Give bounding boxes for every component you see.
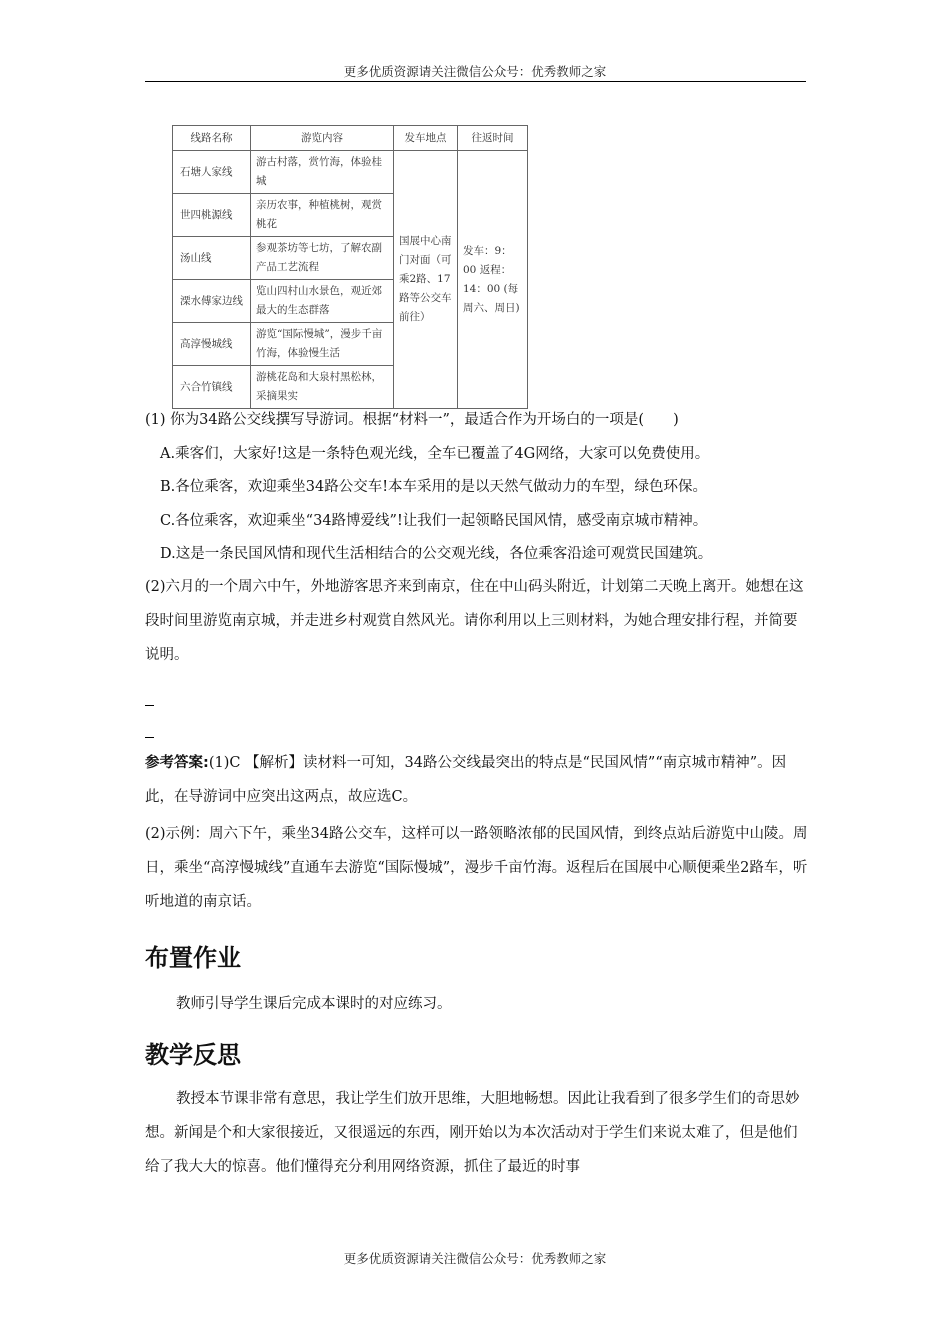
route-name: 溧水傅家边线 <box>173 280 251 323</box>
column-header: 往返时间 <box>458 126 528 151</box>
question2-text: (2)六月的一个周六中午，外地游客思齐来到南京，住在中山码头附近，计划第二天晚上离开。她想在这段时间里游览南京城，并走进乡村观赏自然风光。请你利用以上三则材料，为她合理安排行程，并简要说明。 <box>145 579 804 663</box>
option-b: B.各位乘客，欢迎乘坐34路公交车!本车采用的是以天然气做动力的车型，绿色环保。 <box>160 479 708 495</box>
answer-part1-text: (1)C 【解析】读材料一可知，34路公交线最突出的特点是“民国风情”“南京城市精神”。因此，在导游词中应突出这两点，故应选C。 <box>145 755 787 805</box>
table-header-row <box>173 126 528 151</box>
answer-part1 <box>145 746 809 814</box>
route-name: 石塘人家线 <box>173 151 251 194</box>
page-footer: 更多优质资源请关注微信公众号：优秀教师之家 <box>343 1251 607 1266</box>
option-c: C.各位乘客，欢迎乘坐“34路博爱线”!让我们一起领略民国风情，感受南京城市精神。 <box>160 513 708 529</box>
answer-part2: (2)示例：周六下午，乘坐34路公交车，这样可以一路领略浓郁的民国风情，到终点站后游览中山陵。周日，乘坐“高淳慢城线”直通车去游览“国际慢城”，漫步千亩竹海。返程后在国展中心顺便乘坐2路车，听听地道的南京话。 <box>145 826 808 910</box>
homework-heading: 布置作业 <box>145 944 241 972</box>
route-name: 世四桃源线 <box>173 194 251 237</box>
table-row <box>173 151 528 194</box>
route-content: 游桃花岛和大泉村黑松林，采摘果实 <box>251 366 394 409</box>
route-content: 览山四村山水景色，观近郊最大的生态群落 <box>251 280 394 323</box>
route-name: 六合竹镇线 <box>173 366 251 409</box>
question1-stem: (1) 你为34路公交线撰写导游词。根据“材料一”，最适合作为开场白的一项是( ) <box>145 412 679 428</box>
option-a: A.乘客们，大家好!这是一条特色观光线，全车已覆盖了4G网络，大家可以免费使用。 <box>160 446 710 462</box>
route-content: 游览“国际慢城”，漫步千亩竹海，体验慢生活 <box>251 323 394 366</box>
answer-blank-line <box>145 705 154 706</box>
departure-place: 国展中心南门对面（可乘2路、17路等公交车前往） <box>394 151 458 409</box>
route-content: 亲历农事，种植桃树，观赏桃花 <box>251 194 394 237</box>
column-header: 游览内容 <box>251 126 394 151</box>
route-name: 高淳慢城线 <box>173 323 251 366</box>
route-content: 参观茶坊等七坊，了解农副产品工艺流程 <box>251 237 394 280</box>
route-content: 游古村落，赏竹海，体验桂城 <box>251 151 394 194</box>
round-trip-time: 发车：9：00 返程：14：00 (每周六、周日) <box>458 151 528 409</box>
answer-blank-line <box>145 737 154 738</box>
column-header: 线路名称 <box>173 126 251 151</box>
answer-label: 参考答案: <box>145 755 209 771</box>
page-header: 更多优质资源请关注微信公众号：优秀教师之家 <box>343 64 607 79</box>
route-name: 汤山线 <box>173 237 251 280</box>
header-rule <box>145 81 806 82</box>
reflection-heading: 教学反思 <box>145 1041 241 1069</box>
reflection-text: 教授本节课非常有意思，我让学生们放开思维，大胆地畅想。因此让我看到了很多学生们的奇思妙想。新闻是个和大家很接近，又很遥远的东西，刚开始以为本次活动对于学生们来说太难了，但是他们给了我大大的惊喜。他们懂得充分利用网络资源，抓住了最近的时事 <box>145 1091 800 1175</box>
option-d: D.这是一条民国风情和现代生活相结合的公交观光线，各位乘客沿途可观赏民国建筑。 <box>160 546 713 562</box>
homework-text: 教师引导学生课后完成本课时的对应练习。 <box>176 996 452 1012</box>
column-header: 发车地点 <box>394 126 458 151</box>
routes-table <box>172 125 528 409</box>
